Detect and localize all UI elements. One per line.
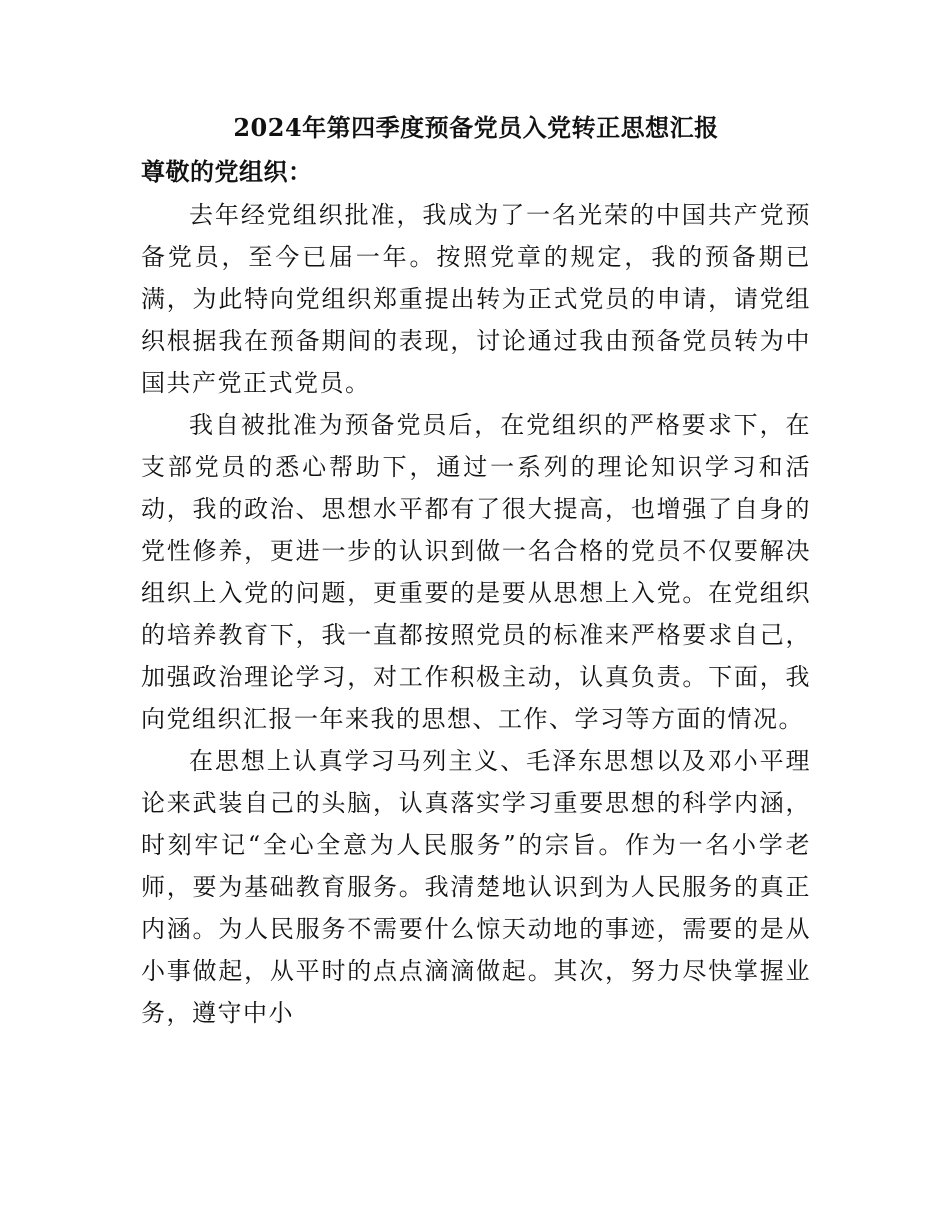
paragraph-3: 在思想上认真学习马列主义、毛泽东思想以及邓小平理论来武装自己的头脑，认真落实学习重要思想的科学内涵，时刻牢记“全心全意为人民服务”的宗旨。作为一名小学老师，要为基础教育服务。我清楚地认识到为人民服务的真正内涵。为人民服务不需要什么惊天动地的事迹，需要的是从小事做起，从平时的点点滴滴做起。其次，努力尽快掌握业务，遵守中小: [141, 747, 811, 1027]
document-body: [141, 106, 811, 1034]
paragraph-1: 去年经党组织批准，我成为了一名光荣的中国共产党预备党员，至今已届一年。按照党章的规定，我的预备期已满，为此特向党组织郑重提出转为正式党员的申请，请党组织根据我在预备期间的表现，讨论通过我由预备党员转为中国共产党正式党员。: [141, 201, 811, 397]
salutation: 尊敬的党组织：: [141, 157, 313, 186]
document-title: 2024年第四季度预备党员入党转正思想汇报: [233, 113, 719, 142]
paragraph-2: 我自被批准为预备党员后，在党组织的严格要求下，在支部党员的悉心帮助下，通过一系列的理论知识学习和活动，我的政治、思想水平都有了很大提高，也增强了自身的党性修养，更进一步的认识到做一名合格的党员不仅要解决组织上入党的问题，更重要的是要从思想上入党。在党组织的培养教育下，我一直都按照党员的标准来严格要求自己，加强政治理论学习，对工作积极主动，认真负责。下面，我向党组织汇报一年来我的思想、工作、学习等方面的情况。: [141, 411, 811, 733]
